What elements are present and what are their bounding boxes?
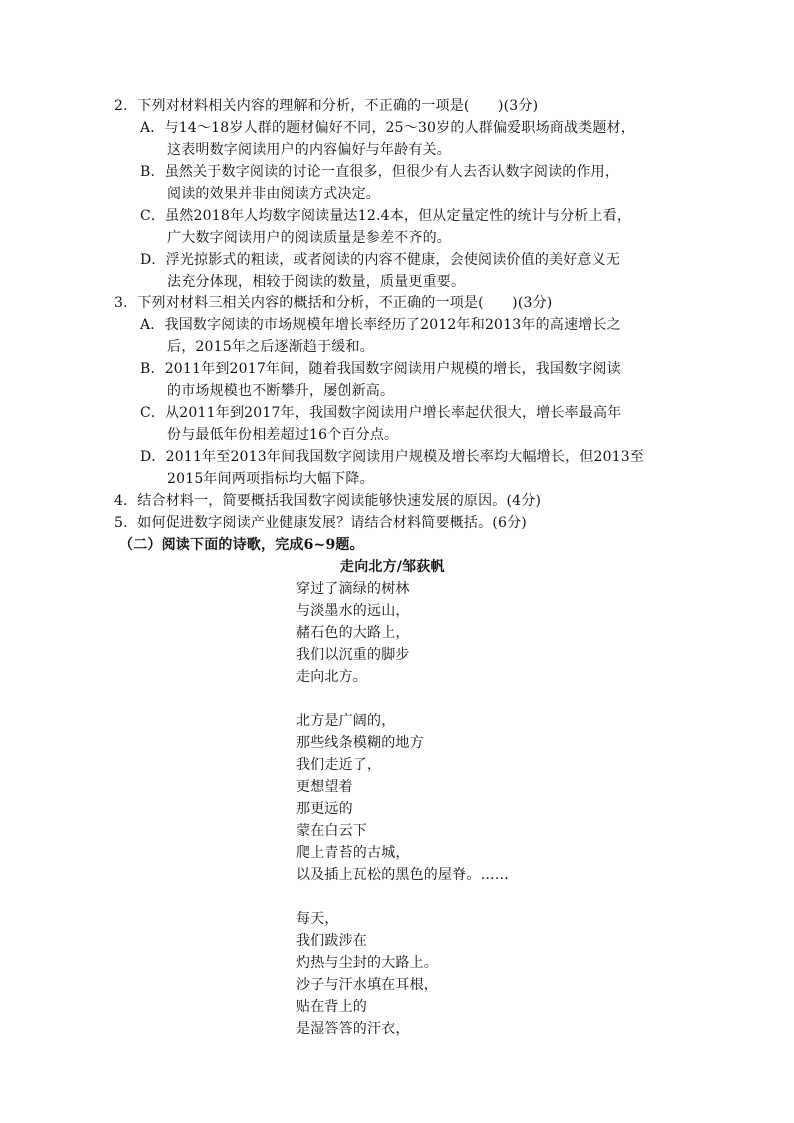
poem-line: 沙子与汗水填在耳根，: [296, 977, 438, 993]
question-3-option-d: D．2011年至2013年间我国数字阅读用户规模及增长率均大幅增长，但2013至: [140, 449, 645, 465]
poem-line: 更想望着: [296, 779, 353, 795]
question-2-option-c: C．虽然2018年人均数字阅读量达12.4本，但从定量定性的统计与分析上看，: [140, 208, 632, 224]
question-4: 4．结合材料一，简要概括我国数字阅读能够快速发展的原因。(4分): [114, 493, 542, 509]
question-3-option-b: B．2011年到2017年间，随着我国数字阅读用户规模的增长，我国数字阅读: [140, 361, 621, 377]
poem-line: 那更远的: [296, 801, 353, 817]
question-3-stem: 3．下列对材料三相关内容的概括和分析，不正确的一项是( )(3分): [114, 295, 553, 311]
question-2-option-c-cont: 广大数字阅读用户的阅读质量是参差不齐的。: [167, 230, 451, 246]
poem-line: 以及插上瓦松的黑色的屋脊。……: [296, 867, 509, 883]
question-3-option-b-cont: 的市场规模也不断攀升，屡创新高。: [167, 383, 395, 399]
poem-line: 是湿答答的汗衣，: [296, 1021, 410, 1037]
question-5: 5．如何促进数字阅读产业健康发展？请结合材料简要概括。(6分): [114, 515, 527, 531]
question-3-option-c: C．从2011年到2017年，我国数字阅读用户增长率起伏很大，增长率最高年: [140, 405, 622, 421]
poem-line: 那些线条模糊的地方: [296, 735, 424, 751]
poem-line: 贴在背上的: [296, 999, 367, 1015]
question-2-option-d: D．浮光掠影式的粗读，或者阅读的内容不健康，会使阅读价值的美好意义无: [140, 252, 621, 268]
poem-line: 每天，: [296, 911, 339, 927]
question-2-option-d-cont: 法充分体现，相较于阅读的数量，质量更重要。: [167, 274, 466, 290]
question-3-option-a-cont: 后，2015年之后逐渐趋于缓和。: [167, 339, 374, 355]
question-2-option-a: A．与14～18岁人群的题材偏好不同，25～30岁的人群偏爱职场商战类题材，: [140, 120, 635, 136]
poem-line: 爬上青苔的古城，: [296, 845, 410, 861]
section-heading: （二）阅读下面的诗歌，完成6~9题。: [119, 537, 364, 553]
poem-line: 我们走近了，: [296, 757, 382, 773]
poem-line: 我们跋涉在: [296, 933, 367, 949]
question-3-option-c-cont: 份与最低年份相差超过16个百分点。: [167, 427, 399, 443]
poem-line: 与淡墨水的远山，: [296, 603, 410, 619]
poem-line: 走向北方。: [296, 669, 367, 685]
poem-line: 蒙在白云下: [296, 823, 367, 839]
poem-line: 穿过了滴绿的树林: [296, 581, 410, 597]
question-3-option-a: A．我国数字阅读的市场规模年增长率经历了2012年和2013年的高速增长之: [140, 317, 621, 333]
question-2-option-b-cont: 阅读的效果并非由阅读方式决定。: [167, 186, 380, 202]
question-2-option-b: B．虽然关于数字阅读的讨论一直很多，但很少有人去否认数字阅读的作用，: [140, 164, 620, 180]
question-3-option-d-cont: 2015年间两项指标均大幅下降。: [167, 471, 374, 487]
poem-line: 赭石色的大路上，: [296, 625, 410, 641]
question-2-option-a-cont: 这表明数字阅读用户的内容偏好与年龄有关。: [167, 142, 451, 158]
poem-line: 我们以沉重的脚步: [296, 647, 410, 663]
poem-line: 北方是广阔的，: [296, 713, 396, 729]
poem-line: 灼热与尘封的大路上。: [296, 955, 438, 971]
question-2-stem: 2．下列对材料相关内容的理解和分析，不正确的一项是( )(3分): [114, 98, 539, 114]
poem-title: 走向北方/邹荻帆: [340, 559, 445, 575]
